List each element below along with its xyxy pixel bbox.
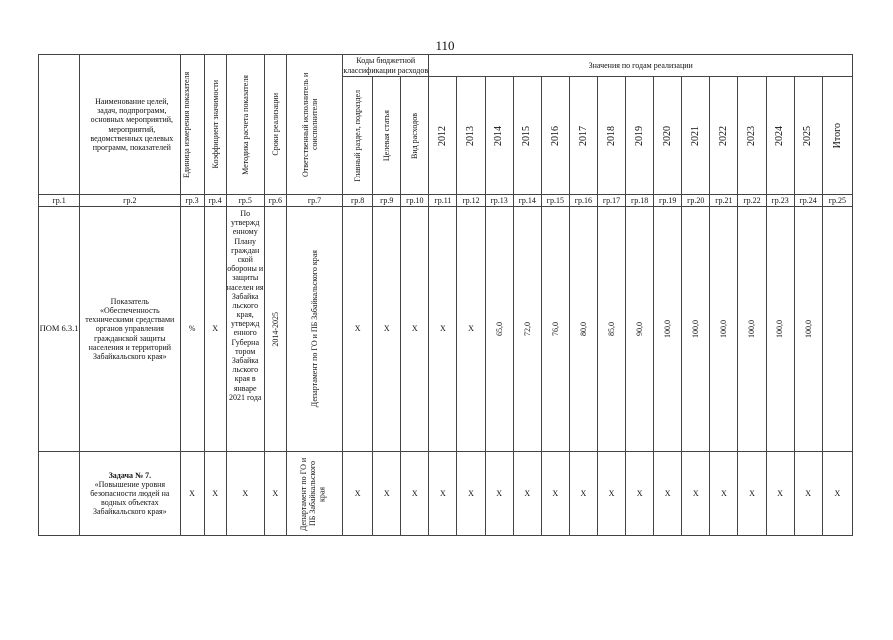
row1-val-text: 85,0 [606, 322, 616, 336]
row2-val: Х [654, 452, 682, 536]
header-unit-text: Единица измерения показателя [182, 71, 192, 178]
gr-cell: гр.21 [710, 195, 738, 207]
row1-val-text: 100,0 [719, 320, 729, 338]
year-2023-text: 2023 [746, 125, 758, 146]
column-number-row [39, 195, 853, 207]
header-c8-text: Главный раздел, подраздел [353, 89, 363, 182]
year-2024 [766, 77, 794, 195]
year-2018 [597, 77, 625, 195]
header-col1 [39, 55, 80, 195]
header-method-text: Методика расчета показателя [240, 74, 250, 175]
gr-cell: гр.11 [429, 195, 457, 207]
year-2020-text: 2020 [661, 125, 673, 146]
row2-coef: Х [204, 452, 226, 536]
gr-cell: гр.1 [39, 195, 80, 207]
gr-cell: гр.10 [401, 195, 429, 207]
row1-name: Показатель «Обеспеченность техническими средствами органов управления гражданской защиты населения и территорий Забайкальского края» [80, 207, 180, 452]
header-responsible [286, 55, 342, 195]
year-2019-text: 2019 [633, 125, 645, 146]
gr-cell: гр.24 [794, 195, 822, 207]
row1-method: По утвержд енному Плану граждан ской обороны и защиты населен ия Забайка льского края, утвержд енного Губерна тором Забайка льского края в январе 2021 года [226, 207, 264, 452]
row1-c8: Х [343, 207, 373, 452]
year-2017 [569, 77, 597, 195]
row2-code [39, 452, 80, 536]
year-2015 [513, 77, 541, 195]
row2-val: Х [766, 452, 794, 536]
year-2016-text: 2016 [549, 125, 561, 146]
row1-val-text: 100,0 [663, 320, 673, 338]
row2-val: Х [429, 452, 457, 536]
year-2012-text: 2012 [437, 125, 449, 146]
row2-unit: Х [180, 452, 204, 536]
header-name [80, 55, 180, 195]
year-2021 [682, 77, 710, 195]
gr-cell: гр.25 [822, 195, 852, 207]
year-2024-text: 2024 [774, 125, 786, 146]
row1-period-text: 2014-2025 [270, 311, 280, 347]
row1-val [541, 207, 569, 452]
header-budget-group: Коды бюджетной классификации расходов [343, 56, 429, 75]
header-unit [180, 55, 204, 195]
header-coef [204, 55, 226, 195]
row1-val-text: 80,0 [578, 322, 588, 336]
row2-val: Х [794, 452, 822, 536]
gr-cell: гр.22 [738, 195, 766, 207]
year-2022-text: 2022 [718, 125, 730, 146]
row2-name-text: «Повышение уровня безопасности людей на водных объектах Забайкальского края» [90, 479, 170, 517]
gr-cell: гр.3 [180, 195, 204, 207]
row2-name [80, 452, 180, 536]
row1-val-text: 100,0 [691, 320, 701, 338]
row1-val-text: 76,0 [550, 322, 560, 336]
row2-c10: Х [401, 452, 429, 536]
row1-val-text: 100,0 [803, 320, 813, 338]
row2-val: Х [513, 452, 541, 536]
year-2013-text: 2013 [465, 125, 477, 146]
row1-val [513, 207, 541, 452]
row2-val: Х [485, 452, 513, 536]
gr-cell: гр.20 [682, 195, 710, 207]
gr-cell: гр.7 [286, 195, 342, 207]
header-name-text: Наименование целей, задач, подпрограмм, основных мероприятий, мероприятий, ведомственных целевых программ, показателей [90, 96, 174, 152]
row1-val [738, 207, 766, 452]
header-period [264, 55, 286, 195]
header-coef-text: Коэффициент значимости [210, 80, 220, 169]
year-2018-text: 2018 [605, 125, 617, 146]
row1-val-text: 100,0 [775, 320, 785, 338]
gr-cell: гр.9 [373, 195, 401, 207]
row1-val [682, 207, 710, 452]
row2-responsible [286, 452, 342, 536]
row2-period: Х [264, 452, 286, 536]
row2-val: Х [626, 452, 654, 536]
year-2021-text: 2021 [690, 125, 702, 146]
row1-period [264, 207, 286, 452]
year-2015-text: 2015 [521, 125, 533, 146]
gr-cell: гр.13 [485, 195, 513, 207]
row1-val [569, 207, 597, 452]
header-c9-text: Целевая статья [382, 109, 392, 162]
gr-cell: гр.15 [541, 195, 569, 207]
gr-cell: гр.12 [457, 195, 485, 207]
year-2013 [457, 77, 485, 195]
gr-cell: гр.16 [569, 195, 597, 207]
header-c10-text: Вид расходов [410, 112, 420, 159]
header-method [226, 55, 264, 195]
row1-coef: Х [204, 207, 226, 452]
year-2020 [654, 77, 682, 195]
row1-unit: % [180, 207, 204, 452]
gr-cell: гр.8 [343, 195, 373, 207]
row2-c9: Х [373, 452, 401, 536]
row1-val [710, 207, 738, 452]
row2-val: Х [569, 452, 597, 536]
gr-cell: гр.14 [513, 195, 541, 207]
table-row-task-7 [39, 452, 853, 536]
row1-val [485, 207, 513, 452]
header-c9 [373, 77, 401, 195]
row1-val [766, 207, 794, 452]
row1-responsible-text: Департамент по ГО и ПБ Забайкальского края [309, 250, 319, 408]
header-responsible-text: Ответственный исполнитель и соисполнители [301, 72, 320, 177]
header-years-group: Значения по годам реализации [429, 55, 853, 77]
gr-cell: гр.23 [766, 195, 794, 207]
year-total [822, 77, 852, 195]
row1-val [794, 207, 822, 452]
row1-val [626, 207, 654, 452]
year-total-text: Итого [831, 122, 843, 149]
gr-cell: гр.17 [597, 195, 625, 207]
year-2025-text: 2025 [802, 125, 814, 146]
year-2014 [485, 77, 513, 195]
row2-val: Х [541, 452, 569, 536]
row1-val-text: 72,0 [522, 322, 532, 336]
row1-val-text: 90,0 [634, 322, 644, 336]
row2-title: Задача № 7. [108, 470, 152, 480]
year-2025 [794, 77, 822, 195]
row1-val: Х [457, 207, 485, 452]
header-c10 [401, 77, 429, 195]
gr-cell: гр.18 [626, 195, 654, 207]
row1-val [597, 207, 625, 452]
row2-method: Х [226, 452, 264, 536]
year-2022 [710, 77, 738, 195]
gr-cell: гр.2 [80, 195, 180, 207]
table-row-pom-6-3-1 [39, 207, 853, 452]
row1-c9: Х [373, 207, 401, 452]
row2-responsible-text: Департамент по ГО и ПБ Забайкальского края [299, 456, 327, 531]
page-number: 110 [435, 38, 455, 53]
year-2019 [626, 77, 654, 195]
gr-cell: гр.5 [226, 195, 264, 207]
row2-val: Х [710, 452, 738, 536]
row2-val: Х [597, 452, 625, 536]
indicator-table [38, 54, 853, 536]
row2-val: Х [682, 452, 710, 536]
row2-val: Х [738, 452, 766, 536]
year-2017-text: 2017 [577, 125, 589, 146]
row1-code: ПОМ 6.3.1 [39, 207, 80, 452]
row1-val: Х [429, 207, 457, 452]
row1-val [654, 207, 682, 452]
row1-val-text: 65,0 [494, 322, 504, 336]
row1-c10: Х [401, 207, 429, 452]
row2-c8: Х [343, 452, 373, 536]
row1-val-text: 100,0 [747, 320, 757, 338]
year-2016 [541, 77, 569, 195]
gr-cell: гр.19 [654, 195, 682, 207]
year-2014-text: 2014 [493, 125, 505, 146]
year-2023 [738, 77, 766, 195]
row1-responsible [286, 207, 342, 452]
row2-val: Х [822, 452, 852, 536]
row2-val: Х [457, 452, 485, 536]
gr-cell: гр.6 [264, 195, 286, 207]
header-c8 [343, 77, 373, 195]
year-2012 [429, 77, 457, 195]
gr-cell: гр.4 [204, 195, 226, 207]
row1-total [822, 207, 852, 452]
header-period-text: Сроки реализации [270, 93, 280, 156]
